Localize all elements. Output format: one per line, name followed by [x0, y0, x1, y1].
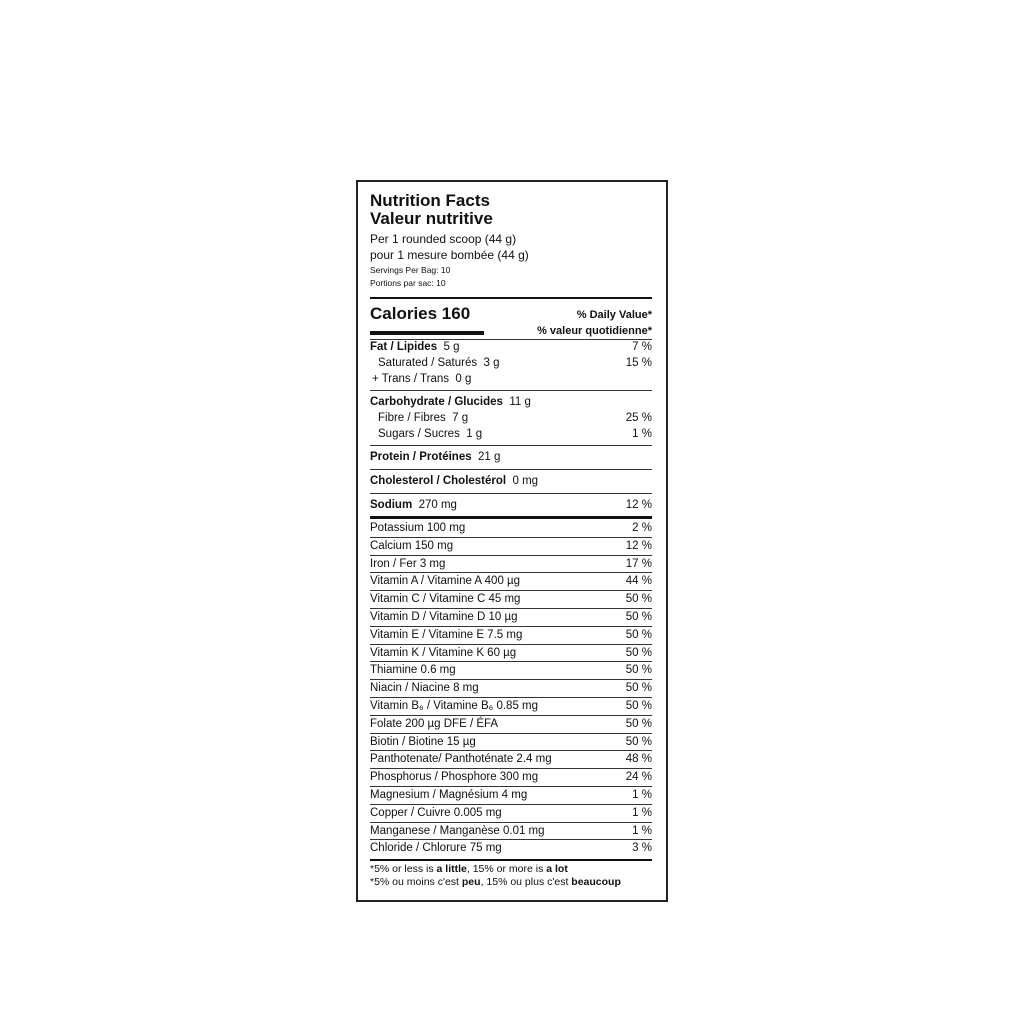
cholesterol-label: Cholesterol / Cholestérol	[370, 475, 507, 487]
saturated-pct: 15 %	[625, 357, 652, 369]
micronutrient-row	[370, 716, 652, 732]
micronutrient-row	[370, 627, 652, 643]
micronutrient-name: Vitamin C / Vitamine C 45 mg	[370, 593, 521, 606]
title-fr: Valeur nutritive	[370, 209, 493, 228]
servings-per-bag-fr: Portions par sac: 10	[370, 278, 446, 288]
micronutrient-name: Vitamin B₆ / Vitamine B₆ 0.85 mg	[370, 700, 539, 712]
micronutrient-row	[370, 840, 652, 856]
footnote-fr: *5% ou moins c'est peu, 15% ou plus c'est beaucoup	[370, 876, 621, 888]
micronutrient-name: Phosphorus / Phosphore 300 mg	[370, 771, 539, 784]
micronutrient-name: Vitamin K / Vitamine K 60 µg	[370, 646, 517, 659]
micronutrient-row	[370, 787, 652, 803]
micronutrient-pct: 50 %	[625, 682, 652, 695]
micronutrient-name: Chloride / Chlorure 75 mg	[370, 842, 502, 855]
micronutrient-row	[370, 680, 652, 696]
trans-amount: 0 g	[455, 373, 472, 385]
protein-amount: 21 g	[478, 451, 501, 463]
micronutrient-pct: 50 %	[625, 611, 652, 623]
micronutrient-row	[370, 769, 652, 785]
micronutrient-pct: 3 %	[632, 842, 652, 855]
micronutrient-name: Potassium 100 mg	[370, 522, 466, 534]
title-en: Nutrition Facts	[370, 191, 490, 210]
micronutrient-pct: 50 %	[625, 700, 652, 712]
micronutrient-pct: 50 %	[625, 593, 652, 606]
carbohydrate-row	[370, 394, 652, 410]
sugars-label: Sugars / Sucres	[378, 428, 460, 440]
servings-per-bag-en: Servings Per Bag: 10	[370, 265, 451, 275]
micronutrient-row	[370, 698, 652, 714]
fibre-label: Fibre / Fibres	[378, 412, 446, 424]
saturated-row	[370, 355, 652, 371]
protein-label: Protein / Protéines	[370, 451, 472, 463]
daily-value-header-fr: % valeur quotidienne*	[537, 325, 652, 337]
trans-label: + Trans / Trans	[372, 373, 450, 385]
micronutrient-name: Copper / Cuivre 0.005 mg	[370, 806, 502, 819]
divider-thick	[370, 516, 652, 519]
micronutrient-name: Iron / Fer 3 mg	[370, 557, 446, 570]
micronutrient-pct: 50 %	[625, 735, 652, 748]
micronutrient-name: Vitamin D / Vitamine D 10 µg	[370, 611, 518, 623]
serving-size-fr: pour 1 mesure bombée (44 g)	[370, 248, 529, 262]
divider-thick	[370, 859, 652, 861]
carb-label: Carbohydrate / Glucides	[370, 396, 503, 408]
micronutrient-row	[370, 805, 652, 821]
micronutrient-pct: 50 %	[625, 717, 652, 730]
sugars-amount: 1 g	[466, 428, 483, 440]
cholesterol-amount: 0 mg	[512, 475, 539, 487]
micronutrient-name: Manganese / Manganèse 0.01 mg	[370, 824, 545, 837]
calories-bar	[370, 331, 484, 335]
serving-size-en: Per 1 rounded scoop (44 g)	[370, 232, 517, 246]
micronutrient-pct: 1 %	[632, 824, 652, 837]
saturated-label: Saturated / Saturés	[378, 357, 478, 369]
divider	[370, 493, 652, 494]
micronutrient-pct: 44 %	[625, 575, 652, 588]
micronutrient-name: Calcium 150 mg	[370, 539, 454, 552]
micronutrient-name: Vitamin A / Vitamine A 400 µg	[370, 575, 521, 588]
micronutrient-row	[370, 573, 652, 589]
micronutrient-pct: 1 %	[632, 806, 652, 819]
title	[370, 192, 493, 228]
fat-pct: 7 %	[632, 341, 652, 353]
micronutrient-row	[370, 662, 652, 678]
trans-row	[370, 371, 652, 387]
sugars-pct: 1 %	[632, 428, 652, 440]
micronutrient-row	[370, 734, 652, 750]
sodium-row	[370, 497, 652, 513]
micronutrient-row	[370, 520, 652, 536]
sugars-row	[370, 426, 652, 442]
daily-value-header-en: % Daily Value*	[576, 309, 652, 321]
micronutrient-name: Panthotenate/ Panthoténate 2.4 mg	[370, 753, 552, 766]
calories: Calories 160	[370, 304, 471, 323]
micronutrient-name: Folate 200 µg DFE / ÉFA	[370, 717, 499, 730]
micronutrient-row	[370, 609, 652, 625]
fat-amount: 5 g	[443, 341, 460, 353]
micronutrient-row	[370, 538, 652, 554]
micronutrient-pct: 50 %	[625, 646, 652, 659]
micronutrient-row	[370, 823, 652, 839]
sodium-amount: 270 mg	[418, 499, 457, 511]
saturated-amount: 3 g	[483, 357, 500, 369]
micronutrient-pct: 50 %	[625, 664, 652, 677]
micronutrient-name: Biotin / Biotine 15 µg	[370, 735, 476, 748]
divider	[370, 469, 652, 470]
carb-amount: 11 g	[509, 396, 531, 408]
sodium-label: Sodium	[370, 499, 413, 511]
micronutrient-name: Vitamin E / Vitamine E 7.5 mg	[370, 628, 523, 641]
micronutrient-row	[370, 591, 652, 607]
fibre-pct: 25 %	[625, 412, 652, 424]
micronutrient-row	[370, 556, 652, 572]
footnote-en: *5% or less is a little, 15% or more is a lot	[370, 863, 568, 875]
micronutrient-pct: 12 %	[625, 539, 652, 552]
micronutrient-pct: 2 %	[632, 522, 652, 534]
micronutrient-name: Thiamine 0.6 mg	[370, 664, 456, 677]
micronutrient-row	[370, 645, 652, 661]
sodium-pct: 12 %	[625, 499, 652, 511]
micronutrient-pct: 1 %	[632, 789, 652, 801]
divider-thick	[370, 297, 652, 299]
micronutrient-row	[370, 751, 652, 767]
micronutrient-name: Magnesium / Magnésium 4 mg	[370, 789, 528, 801]
micronutrient-pct: 24 %	[625, 771, 652, 784]
nutrition-facts-label	[356, 180, 668, 902]
fibre-row	[370, 410, 652, 426]
micronutrient-name: Niacin / Niacine 8 mg	[370, 682, 479, 695]
cholesterol-row	[370, 473, 652, 489]
protein-row	[370, 449, 652, 465]
fibre-amount: 7 g	[452, 412, 469, 424]
micronutrient-pct: 50 %	[625, 628, 652, 641]
fat-row	[370, 339, 652, 355]
divider	[370, 390, 652, 391]
micronutrient-pct: 17 %	[625, 557, 652, 570]
divider	[370, 445, 652, 446]
micronutrient-pct: 48 %	[625, 753, 652, 766]
fat-label: Fat / Lipides	[370, 341, 438, 353]
